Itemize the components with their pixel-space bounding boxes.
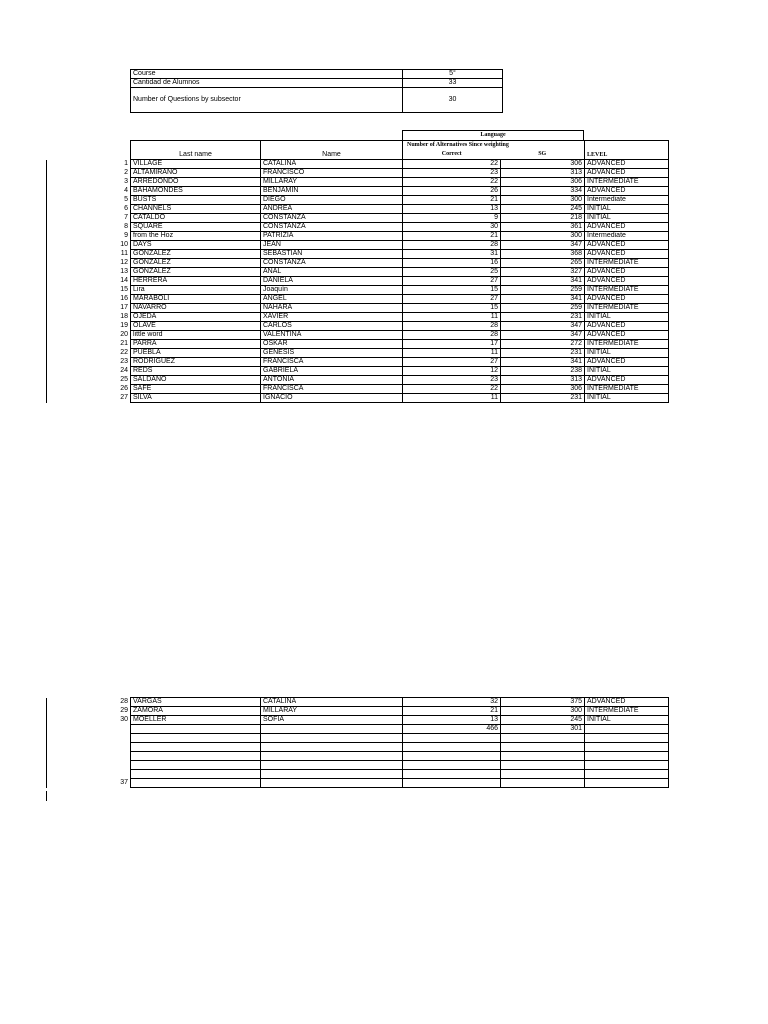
sg-cell: 231 — [501, 349, 585, 358]
info-table — [130, 69, 503, 113]
sg-cell: 218 — [501, 214, 585, 223]
row-number: 24 — [47, 367, 131, 376]
level-cell: ADVANCED — [585, 223, 669, 232]
level-cell: ADVANCED — [585, 331, 669, 340]
correct-cell: 28 — [403, 241, 501, 250]
sg-cell: 259 — [501, 304, 585, 313]
table-row — [47, 268, 669, 277]
row-number — [47, 770, 131, 779]
col-last-name-text: Last name — [179, 151, 212, 158]
correct-cell: 11 — [403, 313, 501, 322]
first-name-cell: PATRIZIA — [261, 232, 403, 241]
level-cell — [585, 734, 669, 743]
correct-cell: 27 — [403, 295, 501, 304]
sg-cell: 300 — [501, 196, 585, 205]
table-row — [47, 725, 669, 734]
row-number: 8 — [47, 223, 131, 232]
table-row — [47, 322, 669, 331]
table-row — [47, 295, 669, 304]
correct-cell: 11 — [403, 394, 501, 403]
row-number: 28 — [47, 698, 131, 707]
sg-cell: 341 — [501, 358, 585, 367]
level-cell — [585, 725, 669, 734]
sg-cell: 327 — [501, 268, 585, 277]
correct-cell — [403, 734, 501, 743]
level-cell: ADVANCED — [585, 160, 669, 169]
first-name-cell: FRANCISCA — [261, 385, 403, 394]
questions-label: Number of Questions by subsector — [131, 88, 403, 113]
last-name-cell: SILVA — [131, 394, 261, 403]
first-name-cell: GABRIELA — [261, 367, 403, 376]
table-row — [47, 734, 669, 743]
table-row — [47, 376, 669, 385]
count-value: 33 — [403, 79, 503, 88]
level-cell: ADVANCED — [585, 277, 669, 286]
row-number: 10 — [47, 241, 131, 250]
level-cell — [585, 743, 669, 752]
sg-cell: 245 — [501, 205, 585, 214]
first-name-cell: CATALINA — [261, 698, 403, 707]
row-number: 6 — [47, 205, 131, 214]
row-number: 15 — [47, 286, 131, 295]
sg-cell: 245 — [501, 716, 585, 725]
level-cell: Intermediate — [585, 232, 669, 241]
first-name-cell: CARLOS — [261, 322, 403, 331]
row-number — [47, 725, 131, 734]
level-cell: INTERMEDIATE — [585, 340, 669, 349]
first-name-cell: GENESIS — [261, 349, 403, 358]
last-name-cell: VARGAS — [131, 698, 261, 707]
count-label: Cantidad de Alumnos — [131, 79, 403, 88]
level-cell: INITIAL — [585, 367, 669, 376]
table-row — [47, 385, 669, 394]
row-number: 3 — [47, 178, 131, 187]
sg-cell — [501, 752, 585, 761]
table-row — [47, 761, 669, 770]
correct-cell: 27 — [403, 358, 501, 367]
correct-cell: 13 — [403, 205, 501, 214]
first-name-cell — [261, 779, 403, 788]
first-name-cell: CONSTANZA — [261, 259, 403, 268]
sg-cell: 375 — [501, 698, 585, 707]
row-number: 25 — [47, 376, 131, 385]
sg-cell: 231 — [501, 394, 585, 403]
course-value: 5° — [403, 70, 503, 79]
correct-cell: 23 — [403, 376, 501, 385]
last-name-cell: NAVARRO — [131, 304, 261, 313]
last-name-cell: HERRERA — [131, 277, 261, 286]
sg-cell: 368 — [501, 250, 585, 259]
level-cell: INITIAL — [585, 349, 669, 358]
correct-cell: 9 — [403, 214, 501, 223]
level-cell: INTERMEDIATE — [585, 178, 669, 187]
sg-cell: 259 — [501, 286, 585, 295]
sg-cell: 313 — [501, 169, 585, 178]
header-blank — [47, 141, 131, 160]
first-name-cell — [261, 743, 403, 752]
sg-cell: 313 — [501, 376, 585, 385]
language-label: Language — [480, 132, 506, 138]
table-row — [47, 779, 669, 788]
col-last-name — [131, 141, 261, 160]
sg-cell: 300 — [501, 232, 585, 241]
row-number — [47, 734, 131, 743]
level-cell — [585, 752, 669, 761]
questions-value: 30 — [403, 88, 503, 113]
table-row — [47, 752, 669, 761]
table-row — [47, 331, 669, 340]
first-name-cell — [261, 734, 403, 743]
correct-cell: 15 — [403, 286, 501, 295]
sg-cell: 347 — [501, 322, 585, 331]
table-row — [47, 707, 669, 716]
sg-cell: 341 — [501, 295, 585, 304]
table-row — [47, 214, 669, 223]
last-name-cell: GONZALEZ — [131, 268, 261, 277]
correct-cell — [403, 770, 501, 779]
row-number: 27 — [47, 394, 131, 403]
sg-cell — [501, 761, 585, 770]
level-cell — [585, 770, 669, 779]
table-row — [47, 770, 669, 779]
last-name-cell: VILLAGE — [131, 160, 261, 169]
sg-cell: 306 — [501, 178, 585, 187]
last-name-cell — [131, 770, 261, 779]
level-cell: INITIAL — [585, 205, 669, 214]
last-name-cell — [131, 734, 261, 743]
level-cell: INTERMEDIATE — [585, 286, 669, 295]
left-border-tail — [46, 791, 47, 801]
table-row — [47, 349, 669, 358]
row-number: 19 — [47, 322, 131, 331]
sg-cell: 272 — [501, 340, 585, 349]
row-number — [47, 761, 131, 770]
sg-cell: 301 — [501, 725, 585, 734]
sg-cell: 361 — [501, 223, 585, 232]
level-cell: Intermediate — [585, 196, 669, 205]
sg-cell: 347 — [501, 241, 585, 250]
students-table — [46, 140, 669, 403]
row-number: 4 — [47, 187, 131, 196]
table-row — [47, 259, 669, 268]
row-number: 16 — [47, 295, 131, 304]
last-name-cell — [131, 743, 261, 752]
correct-cell: 22 — [403, 160, 501, 169]
correct-cell: 28 — [403, 331, 501, 340]
correct-cell — [403, 743, 501, 752]
row-number: 20 — [47, 331, 131, 340]
level-cell: ADVANCED — [585, 358, 669, 367]
row-number — [47, 743, 131, 752]
col-sg: SG — [538, 151, 547, 157]
row-number: 5 — [47, 196, 131, 205]
last-name-cell: GONZALEZ — [131, 250, 261, 259]
last-name-cell: SAFE — [131, 385, 261, 394]
last-name-cell: little word — [131, 331, 261, 340]
first-name-cell: ANGEL — [261, 295, 403, 304]
first-name-cell: CATALINA — [261, 160, 403, 169]
first-name-cell: VALENTINA — [261, 331, 403, 340]
table-row — [47, 169, 669, 178]
col-level-text: LEVEL — [587, 152, 608, 158]
level-cell: ADVANCED — [585, 268, 669, 277]
level-cell: INTERMEDIATE — [585, 259, 669, 268]
col-name-text: Name — [322, 151, 341, 158]
first-name-cell: ANAL — [261, 268, 403, 277]
table-row — [47, 241, 669, 250]
first-name-cell: Joaquín — [261, 286, 403, 295]
correct-cell: 12 — [403, 367, 501, 376]
first-name-cell: XAVIER — [261, 313, 403, 322]
correct-cell — [403, 752, 501, 761]
level-cell: INITIAL — [585, 394, 669, 403]
row-number: 29 — [47, 707, 131, 716]
first-name-cell: OSKAR — [261, 340, 403, 349]
correct-cell: 21 — [403, 707, 501, 716]
table-row — [47, 187, 669, 196]
first-name-cell: DANIELA — [261, 277, 403, 286]
correct-cell: 27 — [403, 277, 501, 286]
first-name-cell: MILLARAY — [261, 707, 403, 716]
table-row — [47, 716, 669, 725]
first-name-cell: ANDREA — [261, 205, 403, 214]
level-cell — [585, 779, 669, 788]
level-cell: INTERMEDIATE — [585, 304, 669, 313]
col-correct: Correct — [441, 151, 462, 157]
row-number: 1 — [47, 160, 131, 169]
table-row — [47, 394, 669, 403]
row-number: 18 — [47, 313, 131, 322]
correct-cell: 22 — [403, 178, 501, 187]
first-name-cell — [261, 770, 403, 779]
first-name-cell: MILLARAY — [261, 178, 403, 187]
table-row — [47, 250, 669, 259]
last-name-cell: GONZALEZ — [131, 259, 261, 268]
level-cell: ADVANCED — [585, 376, 669, 385]
last-name-cell: PUEBLA — [131, 349, 261, 358]
row-number: 21 — [47, 340, 131, 349]
last-name-cell: OJEDA — [131, 313, 261, 322]
sg-cell: 341 — [501, 277, 585, 286]
row-number: 17 — [47, 304, 131, 313]
sg-cell — [501, 743, 585, 752]
table-row — [47, 223, 669, 232]
row-number: 7 — [47, 214, 131, 223]
last-name-cell — [131, 752, 261, 761]
last-name-cell: MARABOLI — [131, 295, 261, 304]
level-cell: ADVANCED — [585, 250, 669, 259]
table-row — [47, 340, 669, 349]
last-name-cell — [131, 779, 261, 788]
level-cell: INITIAL — [585, 313, 669, 322]
last-name-cell: SQUARE — [131, 223, 261, 232]
level-cell: ADVANCED — [585, 322, 669, 331]
first-name-cell: SOFIA — [261, 716, 403, 725]
last-name-cell — [131, 725, 261, 734]
first-name-cell: DIEGO — [261, 196, 403, 205]
row-number: 9 — [47, 232, 131, 241]
language-header — [402, 130, 584, 140]
last-name-cell: RODRIGUEZ — [131, 358, 261, 367]
first-name-cell — [261, 752, 403, 761]
first-name-cell — [261, 725, 403, 734]
correct-cell: 11 — [403, 349, 501, 358]
level-cell: ADVANCED — [585, 187, 669, 196]
header-row — [47, 141, 669, 160]
first-name-cell — [261, 761, 403, 770]
sg-cell — [501, 770, 585, 779]
last-name-cell: CHANNELS — [131, 205, 261, 214]
course-label: Course — [131, 70, 403, 79]
first-name-cell: IGNACIO — [261, 394, 403, 403]
level-cell: ADVANCED — [585, 241, 669, 250]
table-row — [47, 367, 669, 376]
correct-cell: 13 — [403, 716, 501, 725]
correct-cell: 25 — [403, 268, 501, 277]
row-number: 12 — [47, 259, 131, 268]
table-row — [47, 205, 669, 214]
row-number — [47, 752, 131, 761]
correct-cell: 21 — [403, 232, 501, 241]
last-name-cell: CATALDO — [131, 214, 261, 223]
correct-cell: 17 — [403, 340, 501, 349]
sg-cell: 306 — [501, 385, 585, 394]
col-name — [261, 141, 403, 160]
last-name-cell — [131, 761, 261, 770]
table-row — [47, 698, 669, 707]
alternatives-label: Number of Alternatives Since weighting — [407, 142, 509, 148]
sg-cell: 334 — [501, 187, 585, 196]
correct-cell: 23 — [403, 169, 501, 178]
correct-cell: 21 — [403, 196, 501, 205]
col-alternatives — [403, 141, 585, 160]
correct-cell: 28 — [403, 322, 501, 331]
first-name-cell: SEBASTIAN — [261, 250, 403, 259]
level-cell: ADVANCED — [585, 169, 669, 178]
correct-cell: 30 — [403, 223, 501, 232]
correct-cell: 466 — [403, 725, 501, 734]
correct-cell: 26 — [403, 187, 501, 196]
sg-cell: 306 — [501, 160, 585, 169]
row-number: 22 — [47, 349, 131, 358]
last-name-cell: BAHAMONDES — [131, 187, 261, 196]
table-row — [47, 358, 669, 367]
sg-cell: 300 — [501, 707, 585, 716]
row-number: 13 — [47, 268, 131, 277]
first-name-cell: CONSTANZA — [261, 223, 403, 232]
first-name-cell: JEAN — [261, 241, 403, 250]
last-name-cell: ZAMORA — [131, 707, 261, 716]
row-number: 14 — [47, 277, 131, 286]
last-name-cell: SALDAÑO — [131, 376, 261, 385]
first-name-cell: ANTONIA — [261, 376, 403, 385]
level-cell: INTERMEDIATE — [585, 385, 669, 394]
row-number: 2 — [47, 169, 131, 178]
sg-cell: 347 — [501, 331, 585, 340]
table-row — [47, 160, 669, 169]
level-cell — [585, 761, 669, 770]
last-name-cell: OLAVE — [131, 322, 261, 331]
correct-cell: 16 — [403, 259, 501, 268]
col-level — [585, 141, 669, 160]
students-table-continued — [46, 697, 669, 788]
row-number: 37 — [47, 779, 131, 788]
last-name-cell: BUSTS — [131, 196, 261, 205]
table-row — [47, 178, 669, 187]
last-name-cell: PARRA — [131, 340, 261, 349]
first-name-cell: BENJAMIN — [261, 187, 403, 196]
level-cell: ADVANCED — [585, 295, 669, 304]
first-name-cell: CONSTANZA — [261, 214, 403, 223]
row-number: 30 — [47, 716, 131, 725]
level-cell: INTERMEDIATE — [585, 707, 669, 716]
table-row — [47, 743, 669, 752]
level-cell: INITIAL — [585, 214, 669, 223]
correct-cell — [403, 761, 501, 770]
table-row — [47, 232, 669, 241]
table-row — [47, 304, 669, 313]
level-cell: ADVANCED — [585, 698, 669, 707]
correct-cell: 22 — [403, 385, 501, 394]
level-cell: INITIAL — [585, 716, 669, 725]
correct-cell — [403, 779, 501, 788]
sg-cell: 238 — [501, 367, 585, 376]
first-name-cell: NAHARA — [261, 304, 403, 313]
sg-cell: 231 — [501, 313, 585, 322]
correct-cell: 15 — [403, 304, 501, 313]
last-name-cell: ARREDONDO — [131, 178, 261, 187]
correct-cell: 31 — [403, 250, 501, 259]
last-name-cell: Lira — [131, 286, 261, 295]
sg-cell — [501, 734, 585, 743]
last-name-cell: MOELLER — [131, 716, 261, 725]
last-name-cell: DAYS — [131, 241, 261, 250]
last-name-cell: REDS — [131, 367, 261, 376]
row-number: 23 — [47, 358, 131, 367]
sg-cell — [501, 779, 585, 788]
row-number: 11 — [47, 250, 131, 259]
last-name-cell: ALTAMIRANO — [131, 169, 261, 178]
first-name-cell: FRANCISCA — [261, 358, 403, 367]
table-row — [47, 313, 669, 322]
row-number: 26 — [47, 385, 131, 394]
correct-cell: 32 — [403, 698, 501, 707]
table-row — [47, 286, 669, 295]
last-name-cell: from the Hoz — [131, 232, 261, 241]
table-row — [47, 277, 669, 286]
sg-cell: 265 — [501, 259, 585, 268]
table-row — [47, 196, 669, 205]
first-name-cell: FRANCISCO — [261, 169, 403, 178]
